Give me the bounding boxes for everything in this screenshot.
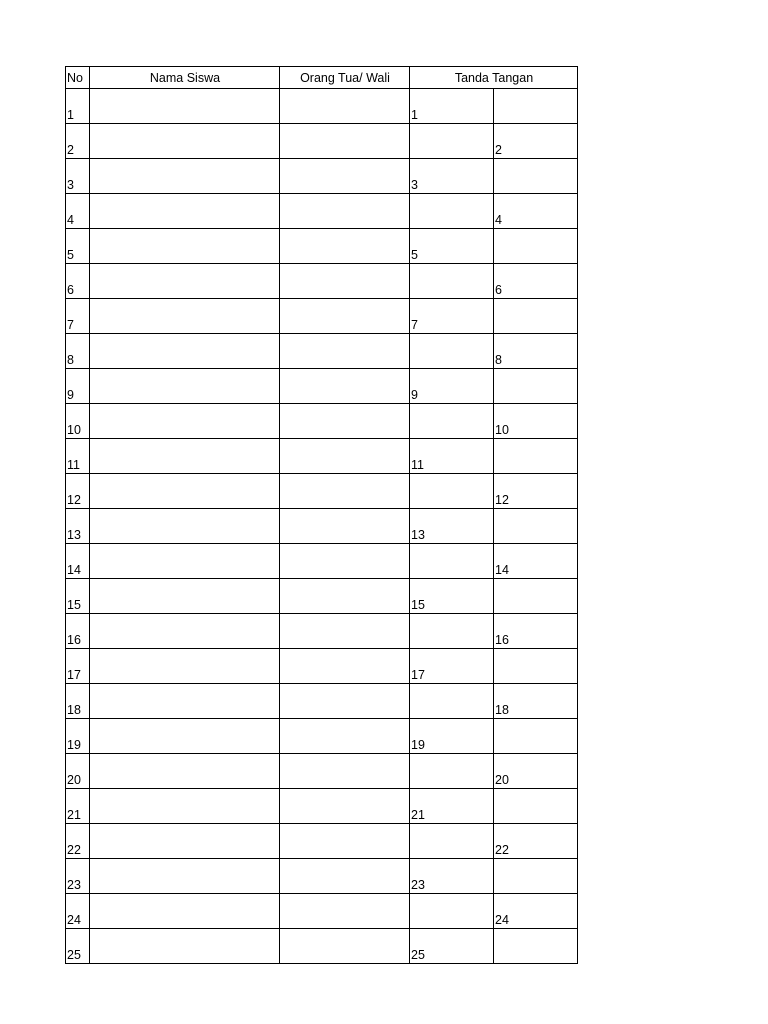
student-name-cell[interactable] — [90, 859, 280, 894]
signature-cell-right[interactable] — [494, 859, 578, 894]
signature-cell-right[interactable] — [494, 579, 578, 614]
signature-cell-right[interactable]: 24 — [494, 894, 578, 929]
student-name-cell[interactable] — [90, 124, 280, 159]
parent-guardian-cell[interactable] — [280, 194, 410, 229]
row-number-cell: 2 — [66, 124, 90, 159]
table-row — [66, 649, 578, 684]
signature-cell-right[interactable] — [494, 649, 578, 684]
signature-cell-right[interactable]: 20 — [494, 754, 578, 789]
signature-cell-right[interactable] — [494, 439, 578, 474]
parent-guardian-cell[interactable] — [280, 614, 410, 649]
table-row — [66, 929, 578, 964]
signature-cell-right[interactable]: 10 — [494, 404, 578, 439]
signature-cell-left[interactable] — [410, 124, 494, 159]
signature-cell-left[interactable]: 19 — [410, 719, 494, 754]
student-name-cell[interactable] — [90, 754, 280, 789]
parent-guardian-cell[interactable] — [280, 649, 410, 684]
header-no: No — [66, 67, 90, 89]
signature-cell-right[interactable]: 4 — [494, 194, 578, 229]
signature-cell-left[interactable] — [410, 754, 494, 789]
signature-cell-left[interactable]: 23 — [410, 859, 494, 894]
table-row — [66, 439, 578, 474]
table-row — [66, 579, 578, 614]
signature-cell-left[interactable] — [410, 474, 494, 509]
student-name-cell[interactable] — [90, 229, 280, 264]
row-number-cell: 22 — [66, 824, 90, 859]
table-row — [66, 194, 578, 229]
row-number-cell: 16 — [66, 614, 90, 649]
parent-guardian-cell[interactable] — [280, 509, 410, 544]
signature-cell-left[interactable] — [410, 824, 494, 859]
signature-cell-left[interactable]: 15 — [410, 579, 494, 614]
student-name-cell[interactable] — [90, 614, 280, 649]
parent-guardian-cell[interactable] — [280, 334, 410, 369]
student-name-cell[interactable] — [90, 159, 280, 194]
parent-guardian-cell[interactable] — [280, 929, 410, 964]
row-number-cell: 11 — [66, 439, 90, 474]
student-name-cell[interactable] — [90, 334, 280, 369]
student-name-cell[interactable] — [90, 894, 280, 929]
row-number-cell: 3 — [66, 159, 90, 194]
parent-guardian-cell[interactable] — [280, 789, 410, 824]
student-name-cell[interactable] — [90, 684, 280, 719]
signature-cell-right[interactable] — [494, 369, 578, 404]
table-row — [66, 859, 578, 894]
row-number-cell: 17 — [66, 649, 90, 684]
signature-cell-left[interactable] — [410, 684, 494, 719]
signature-cell-left[interactable] — [410, 264, 494, 299]
table-row — [66, 544, 578, 579]
parent-guardian-cell[interactable] — [280, 859, 410, 894]
signature-cell-left[interactable]: 7 — [410, 299, 494, 334]
signature-cell-left[interactable]: 21 — [410, 789, 494, 824]
parent-guardian-cell[interactable] — [280, 439, 410, 474]
signature-cell-left[interactable] — [410, 334, 494, 369]
student-name-cell[interactable] — [90, 404, 280, 439]
signature-cell-left[interactable] — [410, 194, 494, 229]
table-row — [66, 299, 578, 334]
parent-guardian-cell[interactable] — [280, 159, 410, 194]
signature-cell-right[interactable] — [494, 299, 578, 334]
row-number-cell: 8 — [66, 334, 90, 369]
student-name-cell[interactable] — [90, 439, 280, 474]
table-row — [66, 89, 578, 124]
parent-guardian-cell[interactable] — [280, 89, 410, 124]
student-name-cell[interactable] — [90, 789, 280, 824]
signature-cell-left[interactable] — [410, 544, 494, 579]
signature-cell-right[interactable]: 2 — [494, 124, 578, 159]
row-number-cell: 4 — [66, 194, 90, 229]
row-number-cell: 9 — [66, 369, 90, 404]
signature-cell-right[interactable] — [494, 929, 578, 964]
signature-cell-right[interactable] — [494, 89, 578, 124]
table-row — [66, 229, 578, 264]
signature-cell-right[interactable]: 6 — [494, 264, 578, 299]
parent-guardian-cell[interactable] — [280, 579, 410, 614]
table-row — [66, 124, 578, 159]
row-number-cell: 7 — [66, 299, 90, 334]
table-row — [66, 369, 578, 404]
signature-cell-right[interactable] — [494, 509, 578, 544]
signature-cell-left[interactable] — [410, 404, 494, 439]
row-number-cell: 14 — [66, 544, 90, 579]
student-name-cell[interactable] — [90, 579, 280, 614]
table-body — [66, 89, 578, 964]
student-name-cell[interactable] — [90, 194, 280, 229]
student-name-cell[interactable] — [90, 719, 280, 754]
signature-cell-right[interactable] — [494, 159, 578, 194]
signature-cell-right[interactable]: 18 — [494, 684, 578, 719]
parent-guardian-cell[interactable] — [280, 684, 410, 719]
row-number-cell: 21 — [66, 789, 90, 824]
header-nama-siswa: Nama Siswa — [90, 67, 280, 89]
student-name-cell[interactable] — [90, 474, 280, 509]
student-name-cell[interactable] — [90, 649, 280, 684]
parent-guardian-cell[interactable] — [280, 124, 410, 159]
signature-cell-right[interactable]: 12 — [494, 474, 578, 509]
signature-cell-left[interactable]: 11 — [410, 439, 494, 474]
row-number-cell: 1 — [66, 89, 90, 124]
parent-guardian-cell[interactable] — [280, 719, 410, 754]
table-row — [66, 894, 578, 929]
signature-cell-right[interactable] — [494, 229, 578, 264]
signature-cell-right[interactable] — [494, 789, 578, 824]
table-row — [66, 334, 578, 369]
signature-cell-left[interactable] — [410, 614, 494, 649]
row-number-cell: 25 — [66, 929, 90, 964]
row-number-cell: 10 — [66, 404, 90, 439]
signature-cell-right[interactable]: 16 — [494, 614, 578, 649]
table-row — [66, 404, 578, 439]
signature-cell-left[interactable]: 17 — [410, 649, 494, 684]
row-number-cell: 18 — [66, 684, 90, 719]
attendance-signature-table — [65, 66, 578, 964]
table-row — [66, 264, 578, 299]
header-row — [66, 67, 578, 89]
student-name-cell[interactable] — [90, 89, 280, 124]
row-number-cell: 24 — [66, 894, 90, 929]
signature-cell-left[interactable]: 13 — [410, 509, 494, 544]
parent-guardian-cell[interactable] — [280, 404, 410, 439]
signature-cell-right[interactable]: 22 — [494, 824, 578, 859]
parent-guardian-cell[interactable] — [280, 229, 410, 264]
student-name-cell[interactable] — [90, 544, 280, 579]
header-tanda-tangan: Tanda Tangan — [410, 67, 578, 89]
row-number-cell: 20 — [66, 754, 90, 789]
table-row — [66, 474, 578, 509]
signature-cell-left[interactable]: 3 — [410, 159, 494, 194]
signature-cell-left[interactable]: 1 — [410, 89, 494, 124]
signature-cell-left[interactable]: 25 — [410, 929, 494, 964]
signature-cell-right[interactable]: 8 — [494, 334, 578, 369]
student-name-cell[interactable] — [90, 509, 280, 544]
table-row — [66, 824, 578, 859]
parent-guardian-cell[interactable] — [280, 299, 410, 334]
table-row — [66, 719, 578, 754]
parent-guardian-cell[interactable] — [280, 544, 410, 579]
student-name-cell[interactable] — [90, 299, 280, 334]
parent-guardian-cell[interactable] — [280, 369, 410, 404]
parent-guardian-cell[interactable] — [280, 824, 410, 859]
table-row — [66, 614, 578, 649]
table-row — [66, 789, 578, 824]
table-header — [66, 67, 578, 89]
signature-cell-left[interactable]: 9 — [410, 369, 494, 404]
parent-guardian-cell[interactable] — [280, 474, 410, 509]
student-name-cell[interactable] — [90, 264, 280, 299]
row-number-cell: 19 — [66, 719, 90, 754]
table-row — [66, 684, 578, 719]
table-row — [66, 754, 578, 789]
student-name-cell[interactable] — [90, 929, 280, 964]
table-row — [66, 509, 578, 544]
signature-cell-right[interactable] — [494, 719, 578, 754]
row-number-cell: 12 — [66, 474, 90, 509]
signature-cell-right[interactable]: 14 — [494, 544, 578, 579]
row-number-cell: 13 — [66, 509, 90, 544]
student-name-cell[interactable] — [90, 824, 280, 859]
table-row — [66, 159, 578, 194]
signature-cell-left[interactable]: 5 — [410, 229, 494, 264]
parent-guardian-cell[interactable] — [280, 894, 410, 929]
row-number-cell: 15 — [66, 579, 90, 614]
parent-guardian-cell[interactable] — [280, 754, 410, 789]
row-number-cell: 5 — [66, 229, 90, 264]
student-name-cell[interactable] — [90, 369, 280, 404]
row-number-cell: 6 — [66, 264, 90, 299]
header-orang-tua-wali: Orang Tua/ Wali — [280, 67, 410, 89]
row-number-cell: 23 — [66, 859, 90, 894]
parent-guardian-cell[interactable] — [280, 264, 410, 299]
signature-cell-left[interactable] — [410, 894, 494, 929]
